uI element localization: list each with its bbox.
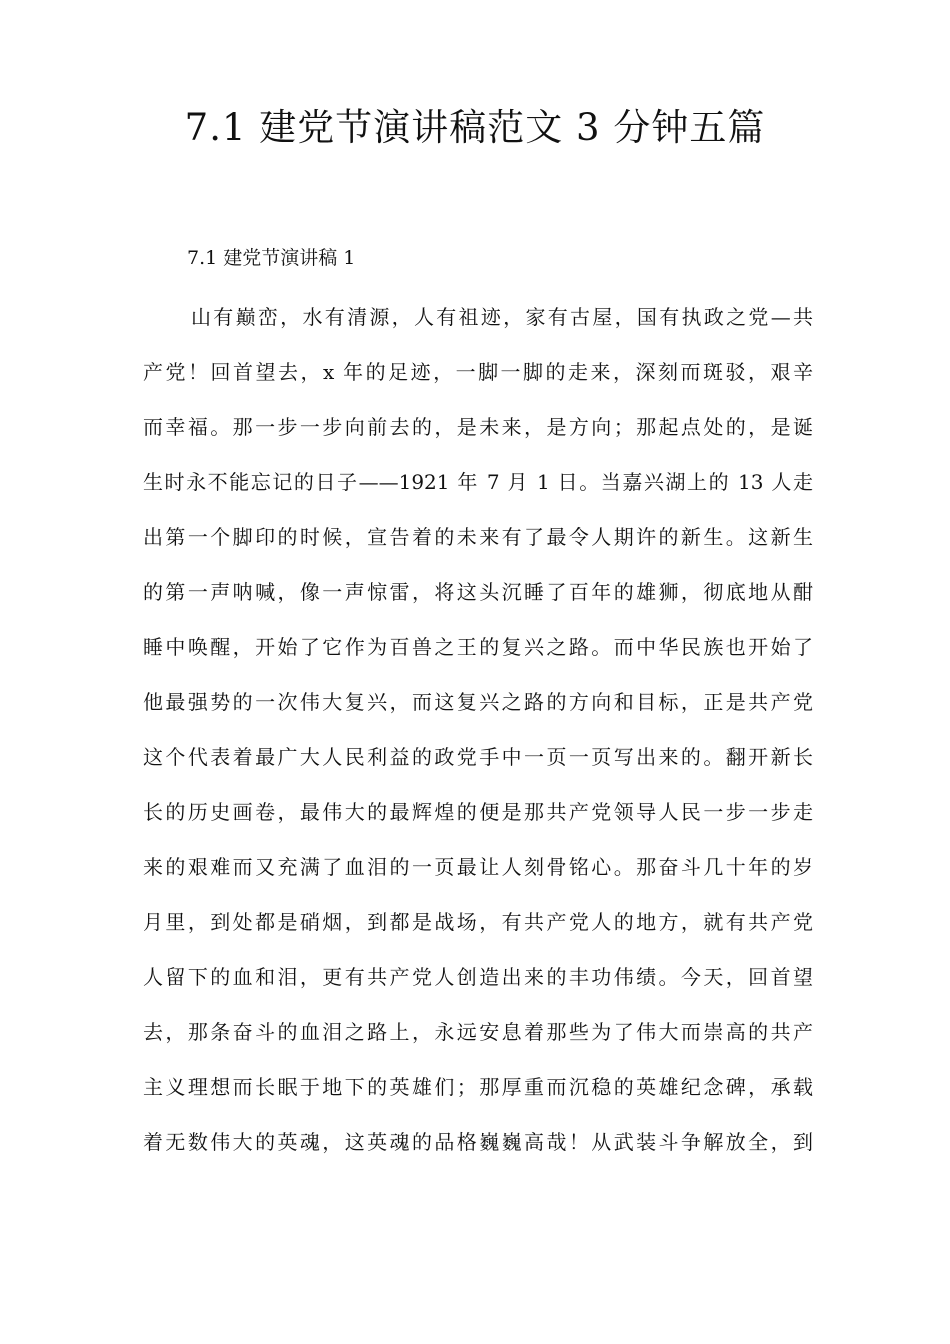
paragraph-line: 产党！回首望去，x 年的足迹，一脚一脚的走来，深刻而斑驳，艰辛: [143, 360, 813, 384]
paragraph-line: 他最强势的一次伟大复兴，而这复兴之路的方向和目标，正是共产党: [143, 690, 813, 714]
paragraph-line: 长的历史画卷，最伟大的最辉煌的便是那共产党领导人民一步一步走: [143, 800, 813, 824]
paragraph-line: 主义理想而长眠于地下的英雄们；那厚重而沉稳的英雄纪念碑，承载: [143, 1075, 813, 1099]
paragraph-line: 睡中唤醒，开始了它作为百兽之王的复兴之路。而中华民族也开始了: [143, 635, 813, 659]
paragraph-line: 这个代表着最广大人民利益的政党手中一页一页写出来的。翻开新长: [143, 745, 813, 769]
paragraph-line: 来的艰难而又充满了血泪的一页最让人刻骨铭心。那奋斗几十年的岁: [143, 855, 813, 879]
paragraph-line: 生时永不能忘记的日子——1921 年 7 月 1 日。当嘉兴湖上的 13 人走: [143, 470, 813, 494]
body-paragraph: [143, 290, 813, 1170]
paragraph-line: 月里，到处都是硝烟，到都是战场，有共产党人的地方，就有共产党: [143, 910, 813, 934]
section-heading: 7.1 建党节演讲稿 1: [187, 247, 356, 269]
paragraph-line: 去，那条奋斗的血泪之路上，永远安息着那些为了伟大而崇高的共产: [143, 1020, 813, 1044]
paragraph-line: 出第一个脚印的时候，宣告着的未来有了最令人期许的新生。这新生: [143, 525, 813, 549]
paragraph-line: 而幸福。那一步一步向前去的，是未来，是方向；那起点处的，是诞: [143, 415, 813, 439]
paragraph-line: 的第一声呐喊，像一声惊雷，将这头沉睡了百年的雄狮，彻底地从酣: [143, 580, 813, 604]
paragraph-line: 人留下的血和泪，更有共产党人创造出来的丰功伟绩。今天，回首望: [143, 965, 813, 989]
document-title: 7.1 建党节演讲稿范文 3 分钟五篇: [184, 106, 766, 149]
paragraph-line: 着无数伟大的英魂，这英魂的品格巍巍高哉！从武装斗争解放全，到: [143, 1130, 813, 1154]
paragraph-line: 山有巅峦，水有清源，人有祖迹，家有古屋，国有执政之党—共: [191, 305, 813, 329]
